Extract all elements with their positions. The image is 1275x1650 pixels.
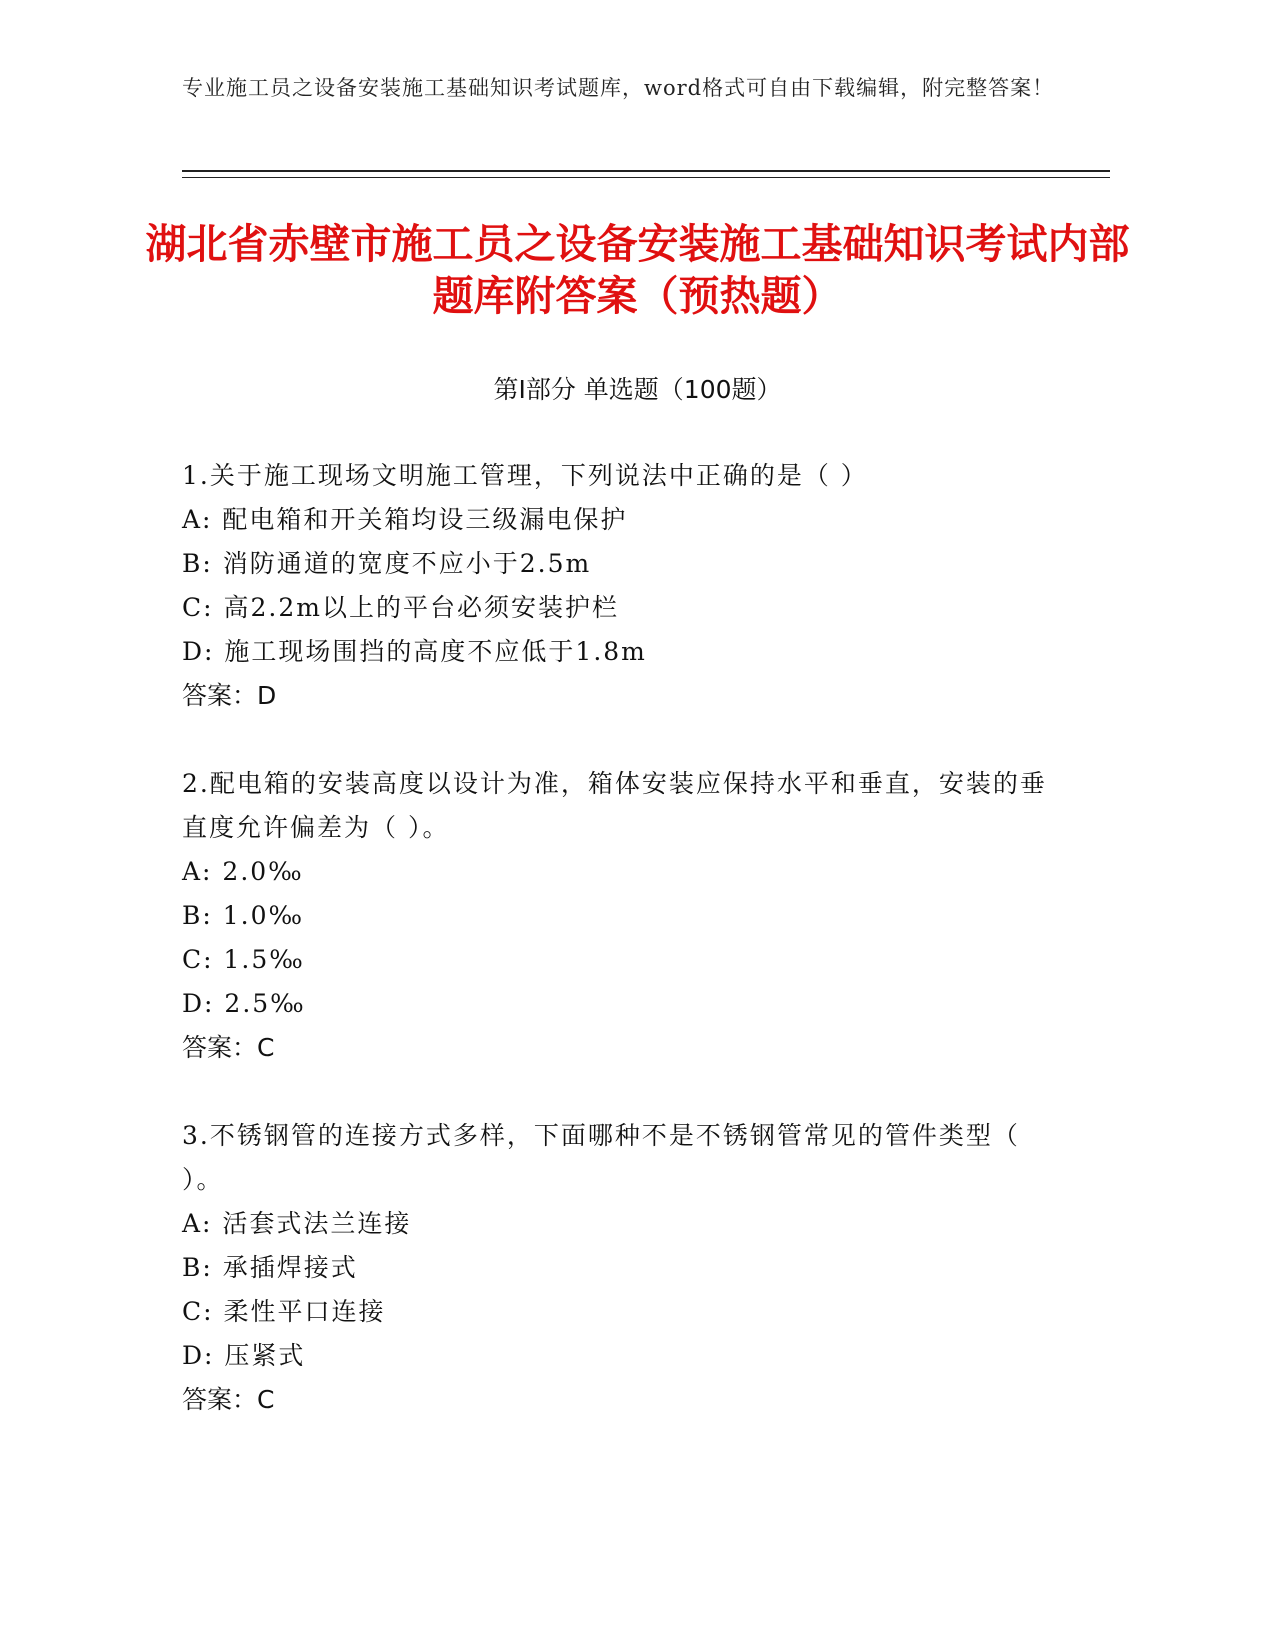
option-a: A: 活套式法兰连接 [182,1209,412,1238]
header-divider-thin [182,177,1110,178]
option-c: C: 1.5‰ [182,945,305,974]
option-d: D: 施工现场围挡的高度不应低于1.8m [182,637,647,666]
option-b: B: 1.0‰ [182,901,305,930]
answer-text: 答案：D [182,681,277,710]
question-stem: 2.配电箱的安装高度以设计为准，箱体安装应保持水平和垂直，安装的垂直度允许偏差为（ ）。 [182,769,1047,842]
option-d: D: 压紧式 [182,1341,306,1370]
header-note: 专业施工员之设备安装施工基础知识考试题库，word格式可自由下载编辑，附完整答案！ [182,76,1055,100]
header-divider-thick [182,170,1110,172]
question-3 [182,1114,1062,1422]
answer-text: 答案：C [182,1385,275,1414]
answer-text: 答案：C [182,1033,275,1062]
question-list [182,454,1062,1466]
question-stem: 1.关于施工现场文明施工管理，下列说法中正确的是（ ） [182,461,868,490]
option-c: C: 高2.2m以上的平台必须安装护栏 [182,593,619,622]
document-title: 湖北省赤壁市施工员之设备安装施工基础知识考试内部题库附答案（预热题） [145,220,1130,320]
question-1 [182,454,1062,718]
option-a: A: 2.0‰ [182,857,304,886]
section-title: 第Ⅰ部分 单选题（100题） [493,375,782,404]
option-c: C: 柔性平口连接 [182,1297,386,1326]
option-b: B: 消防通道的宽度不应小于2.5m [182,549,592,578]
option-b: B: 承插焊接式 [182,1253,358,1282]
question-stem: 3.不锈钢管的连接方式多样，下面哪种不是不锈钢管常见的管件类型（ ）。 [182,1121,1020,1194]
option-d: D: 2.5‰ [182,989,306,1018]
question-2 [182,762,1062,1070]
option-a: A: 配电箱和开关箱均设三级漏电保护 [182,505,628,534]
